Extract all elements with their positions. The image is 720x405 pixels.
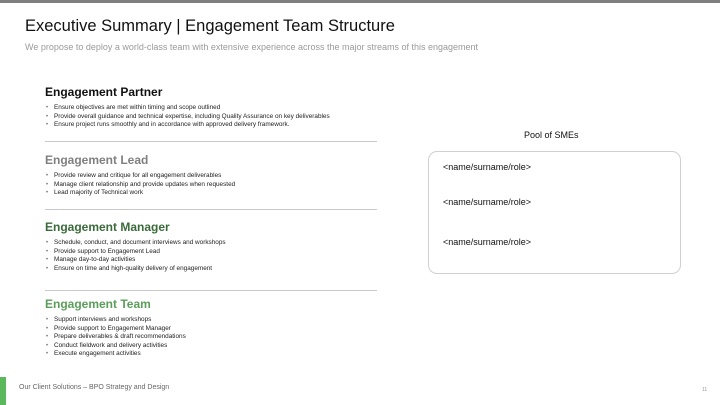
section-heading: Engagement Manager	[45, 220, 170, 234]
section-engagement-team	[45, 297, 377, 359]
list-item: • Ensure on time and high-quality delivery of engagement	[45, 265, 377, 274]
section-divider	[45, 209, 377, 210]
top-accent-bar	[0, 0, 720, 3]
sme-pool-box	[428, 151, 681, 274]
list-item: • Conduct fieldwork and delivery activities	[45, 342, 377, 351]
list-item: • Provide overall guidance and technical expertise, including Quality Assurance on key deliverables	[45, 113, 377, 122]
section-divider	[45, 141, 377, 142]
bullet-list	[45, 316, 377, 359]
bullet-list	[45, 172, 377, 198]
list-item: • Ensure objectives are met within timing and scope outlined	[45, 104, 377, 113]
section-engagement-lead	[45, 153, 377, 198]
list-item: • Manage day-to-day activities	[45, 256, 377, 265]
section-engagement-manager	[45, 220, 377, 273]
list-item: • Execute engagement activities	[45, 350, 377, 359]
slide-title: Executive Summary | Engagement Team Structure	[25, 17, 395, 35]
footer-accent-bar	[0, 377, 6, 405]
list-item: • Prepare deliverables & draft recommendations	[45, 333, 377, 342]
section-divider	[45, 290, 377, 291]
section-heading: Engagement Partner	[45, 85, 163, 99]
list-item: • Support interviews and workshops	[45, 316, 377, 325]
bullet-list	[45, 104, 377, 130]
list-item: • Manage client relationship and provide updates when requested	[45, 181, 377, 190]
sme-entry: <name/surname/role>	[443, 237, 532, 247]
list-item: • Schedule, conduct, and document interviews and workshops	[45, 239, 377, 248]
footer-text: Our Client Solutions – BPO Strategy and Design	[19, 384, 170, 391]
section-heading: Engagement Team	[45, 297, 151, 311]
slide-subtitle: We propose to deploy a world-class team with extensive experience across the major streams of this engagement	[25, 42, 479, 52]
bullet-list	[45, 239, 377, 273]
section-engagement-partner	[45, 85, 377, 130]
list-item: • Provide support to Engagement Manager	[45, 325, 377, 334]
sme-entry: <name/surname/role>	[443, 162, 532, 172]
list-item: • Ensure project runs smoothly and in accordance with approved delivery framework.	[45, 121, 377, 130]
list-item: • Lead majority of Technical work	[45, 189, 377, 198]
page-number: 11	[702, 387, 708, 393]
list-item: • Provide review and critique for all engagement deliverables	[45, 172, 377, 181]
section-heading: Engagement Lead	[45, 153, 149, 167]
sme-entry: <name/surname/role>	[443, 197, 532, 207]
list-item: • Provide support to Engagement Lead	[45, 248, 377, 257]
pool-title: Pool of SMEs	[524, 130, 579, 140]
